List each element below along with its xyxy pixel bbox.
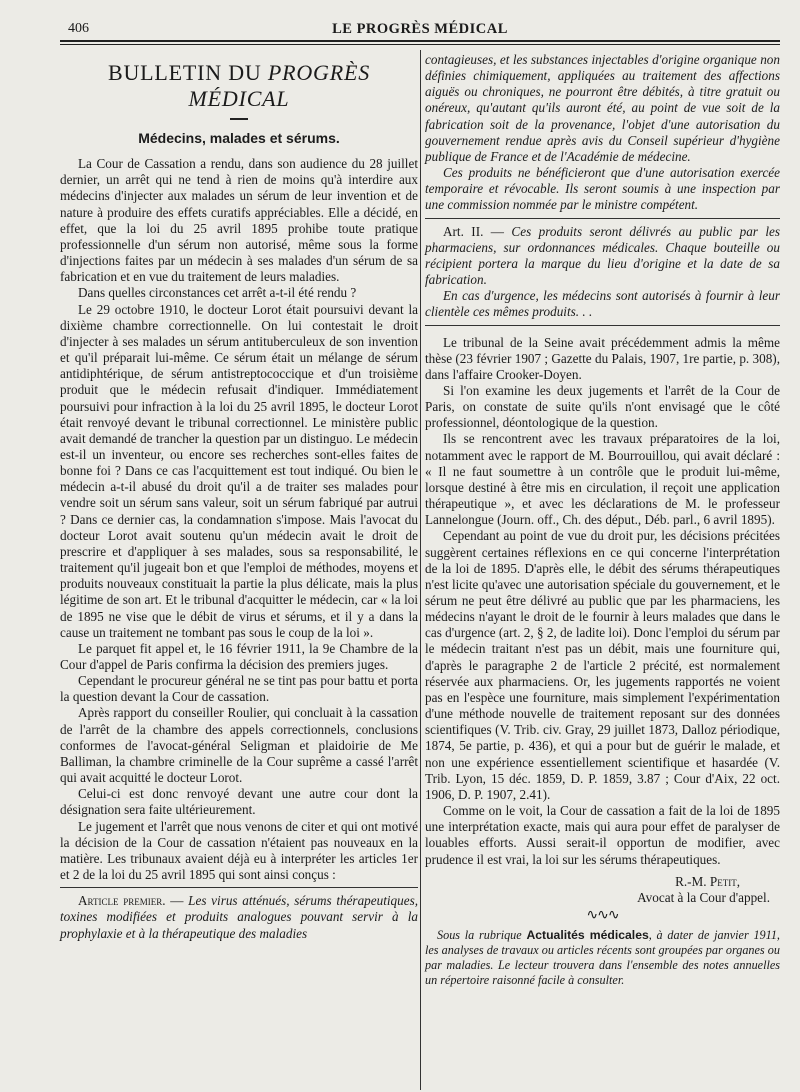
law-text: contagieuses, et les substances injectables d'origine organique non définies chimiquement, appliquées au traitement des affections aiguës ou chroniques, ne pourront être débités, à titre gratuit ou onéreux, qu'autant qu'ils auront été, au point de vue soit de la fabrication soit de la provenance, l'objet d'une autorisation du gouvernement rendue après avis du Conseil supérieur d'hygiène publique de France et de l'Académie de médecine. xyxy=(425,52,780,164)
paragraph: Le jugement et l'arrêt que nous venons de citer et qui ont motivé la décision de la Cour de cassation n'étaient pas nouveaux en la matière. Les tribunaux avaient déjà eu à interpréter les articles 1er et 2 de la loi du 25 avril 1895 qui sont ainsi conçus : xyxy=(60,818,418,883)
journal-name: PROGRÈS MÉDICAL xyxy=(188,60,371,111)
paragraph: Si l'on examine les deux jugements et l'arrêt de la Cour de Paris, on constate de suite qu'ils n'ont envisagé que le côté professionnel, déontologique de la question. xyxy=(425,382,780,431)
law-article-1 xyxy=(60,893,418,941)
paragraph: Cependant au point de vue du droit pur, les décisions précitées suggèrent certaines réflexions en ce qui concerne l'interprétation de la loi de 1895. D'après elle, le débit des sérums thérapeutiques n'est licite qu'avec une autorisation spéciale du gouvernement, et le sérum ne peut être délivré au public que par les pharmaciens, les médecins n'ayant le droit de le fournir à leurs malades que dans le cas d'urgence (art. 2, § 2, de ladite loi). Donc l'emploi du sérum par le médecin traitant n'est pas un débit, mais une fourniture qui, d'après le paragraphe 2 de l'article 2 précité, est normalement réservée aux pharmaciens. Or, les jugements rapportés ne voient pas en l'espèce une fourniture, mais simplement l'expérimentation d'une méthode nouvelle de traitement reposant sur des données scientifiques (V. Trib. civ. Gray, 29 juillet 1873, Dalloz périodique, 1874, 5e partie, p. 436), et qui a pour but de guérir le malade, et non une expérience essentiellement scientifique et hasardée (V. Trib. Lyon, 15 déc. 1859, D. P. 1859, 3.87 ; Cour d'Aix, 22 oct. 1906, D. P. 1907, 2.41). xyxy=(425,528,780,802)
page-number: 406 xyxy=(68,21,89,36)
right-column xyxy=(425,52,780,988)
ornament-squiggle: ∿∿∿ xyxy=(586,907,619,923)
page-header xyxy=(60,18,780,40)
paragraph: Cependant le procureur général ne se tint pas pour battu et porta la question devant la Cour de cassation. xyxy=(60,673,418,705)
paragraph: Celui-ci est donc renvoyé devant une autre cour dont la désignation sera faite ultérieurement. xyxy=(60,786,418,818)
article-subtitle: Médecins, malades et sérums. xyxy=(138,130,340,146)
article-label: Art. II. — xyxy=(443,223,512,239)
quote-rule xyxy=(60,887,418,888)
bulletin-title: BULLETIN DU PROGRÈS MÉDICAL xyxy=(107,60,371,111)
article-text: Les virus atténués, sérums thérapeutiques, toxines modifiées et produits analogues pouvant servir à la prophylaxie et à la thérapeutique des maladies xyxy=(60,893,418,941)
article-text: Ces produits seront délivrés au public par les pharmaciens, sur ordonnances médicales. Chaque bouteille ou récipient portera la marque du lieu d'origine et la date de sa fabrication. xyxy=(425,223,780,288)
paragraph: Le 29 octobre 1910, le docteur Lorot était poursuivi devant la dixième chambre correctionnelle. On lui contestait le droit d'injecter à ses malades un sérum antituberculeux de son invention et qu'il préparait lui-même. Ce sérum était un mélange de sérum antidiphtérique, de sérum antistreptococcique et d'un troisième produit que le médecin refusait d'indiquer. Immédiatement poursuivi pour infraction à la loi du 25 avril 1895, le docteur Lorot était renvoyé devant le tribunal correctionnel. Le ministère public avait demandé de trancher la question par un distinguo. Le médecin est-il un inventeur, ou encore ses recherches sont-elles faites de bonne foi ? Dans ce cas l'acquittement est tout indiqué. Ou bien le médecin a-t-il abusé du droit qu'il a de traiter ses malades pour vendre soit un sérum sans valeur, soit un sérum fabriqué par autrui ? Dans ce dernier cas, la condamnation s'impose. Mais l'avocat du docteur Lorot avait soutenu qu'un médecin avait le droit de prescrire et d'appliquer à ses malades, sous sa responsabilité, le traitement qu'il jugeait bon et que l'emploi de méthodes, moyens et produits nouveaux constituait la partie la plus délicate, mais la plus légitime de son art. Et le tribunal d'acquitter le médecin, car « la loi de 1895 ne vise que le débit de virus et sérums, et il y a dans la cause un traitement ne tombant pas sous le coup de la loi ». xyxy=(60,301,418,640)
rubric-name: Actualités médicales xyxy=(526,928,649,943)
header-rule xyxy=(60,40,780,42)
law-text: En cas d'urgence, les médecins sont autorisés à fournir à leur clientèle ces mêmes produits. . . xyxy=(425,288,780,320)
paragraph: Ils se rencontrent avec les travaux préparatoires de la loi, notamment avec le rapport de M. Bourrouillou, qui avait déclaré : « Il ne faut soumettre à un contrôle que le produit lui-même, lorsque destiné à être mis en circulation, il reçoit une application thérapeutique », et avec les déclarations de M. le professeur Lannelongue (Journ. off., Ch. des déput., Déb. parl., 6 avril 1895). xyxy=(425,431,780,528)
editorial-note: Sous la rubrique Actualités médicales, à dater de janvier 1911, les analyses de travaux ou articles récents sont groupées par organes ou par maladies. Le lecteur trouvera dans l'ensemble des notes annuelles un répertoire raisonné facile à consulter. xyxy=(425,928,780,988)
quote-rule xyxy=(425,325,780,326)
paragraph: Le parquet fit appel et, le 16 février 1911, la 9e Chambre de la Cour d'appel de Paris confirma la décision des premiers juges. xyxy=(60,640,418,672)
header-rule-thin xyxy=(60,44,780,45)
left-column xyxy=(60,52,418,942)
paragraph: La Cour de Cassation a rendu, dans son audience du 28 juillet dernier, un arrêt qui ne tend à rien de moins qu'à interdire aux médecins d'injecter aux malades un sérum de leur invention et de nature à produire des effets curatifs appréciables. Elle a décidé, en effet, que la loi du 25 avril 1895 prohibe toute pratique professionnelle d'un sérum non autorisé, même sous la forme d'injections faites par un médecin à ses malades d'un sérum de sa fabrication et en vue du traitement de leurs maladies. xyxy=(60,156,418,285)
title-dash xyxy=(230,118,248,120)
quote-rule xyxy=(425,218,780,219)
paragraph: Comme on le voit, la Cour de cassation a fait de la loi de 1895 une interprétation exacte, mais qui aura pour effet de paralyser de louables efforts. Aussi serait-il opportun de modifier, avec prudence il est vrai, la loi sur les sérums thérapeutiques. xyxy=(425,803,780,867)
article-label: Article premier. — xyxy=(78,893,189,909)
law-article-2 xyxy=(425,224,780,289)
author-signature: R.-M. Petit, xyxy=(675,873,740,889)
paragraph: Après rapport du conseiller Roulier, qui concluait à la cassation de l'arrêt de la chambre des appels correctionnels, conclusions conformes de l'avocat-général Seligman et plaidoirie de Me Balliman, la chambre criminelle de la Cour suprême a cassé l'arrêt qui avait acquitté le docteur Lorot. xyxy=(60,705,418,786)
column-divider xyxy=(420,50,421,1090)
running-title: LE PROGRÈS MÉDICAL xyxy=(332,21,508,37)
author-role: Avocat à la Cour d'appel. xyxy=(637,889,770,905)
law-text: Ces produits ne bénéficieront que d'une autorisation exercée temporaire et révocable. Ils seront soumis à une inspection par une commission nommée par le ministre compétent. xyxy=(425,165,780,213)
paragraph: Le tribunal de la Seine avait précédemment admis la même thèse (23 février 1907 ; Gazette du Palais, 1907, 1re partie, p. 308), dans l'affaire Crooker-Doyen. xyxy=(425,334,780,382)
paragraph: Dans quelles circonstances cet arrêt a-t-il été rendu ? xyxy=(78,285,357,301)
